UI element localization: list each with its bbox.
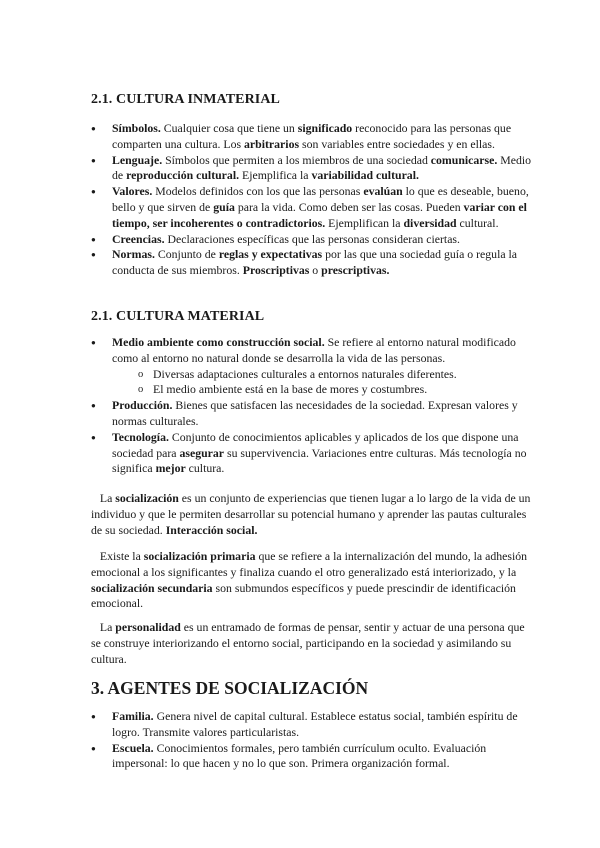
sub-list-medio-ambiente (112, 367, 533, 399)
list-item-normas: ● Normas. Conjunto de reglas y expectativas por las que una sociedad guía o regula la conducta de sus miembros. Proscriptivas o prescriptivas. (91, 247, 533, 279)
sub-list-item: o Diversas adaptaciones culturales a entornos naturales diferentes. (138, 367, 533, 383)
list-item-familia: ● Familia. Genera nivel de capital cultural. Establece estatus social, también espíritu de logro. Transmite valores particularistas. (91, 709, 533, 741)
list-item-simbolos: ● Símbolos. Cualquier cosa que tiene un significado reconocido para las personas que comparten una cultura. Los arbitrarios son variables entre sociedades y en ellas. (91, 121, 533, 153)
paragraph-personalidad: La personalidad es un entramado de formas de pensar, sentir y actuar de una persona que se construye interiorizando el entorno social, participando en la sociedad y asimilando su cultura. (91, 620, 525, 666)
list-item-medio-ambiente: ● Medio ambiente como construcción social. Se refiere al entorno natural modificado como al entorno no natural donde se desarrolla la vida de las personas. o Diversas adaptaciones culturales a entornos naturales diferentes. o El medio ambiente está en la base de mores y costumbres. (91, 335, 533, 398)
paragraph-socializacion: La socialización es un conjunto de experiencias que tienen lugar a lo largo de la vida de un individuo y que le permiten desarrollar su potencial humano y aprender las pautas culturales de su sociedad. Interacción social. (91, 491, 531, 537)
list-cultura-inmaterial (91, 121, 533, 279)
list-item-produccion: ● Producción. Bienes que satisfacen las necesidades de la sociedad. Expresan valores y normas culturales. (91, 398, 533, 430)
heading-cultura-inmaterial: 2.1. CULTURA INMATERIAL (91, 92, 280, 107)
paragraph-socializacion-primaria: Existe la socialización primaria que se refiere a la internalización del mundo, la adhesión emocional a los significantes y finaliza cuando el otro generalizado está interiorizado, y la socialización secundaria son submundos específicos y puede prescindir de identificación emocional. (91, 549, 528, 611)
list-item-valores: ● Valores. Modelos definidos con los que las personas evalúan lo que es deseable, bueno, bello y que sirven de guía para la vida. Como deben ser las cosas. Pueden variar con el tiempo, ser incoherentes o contradictorios. Ejemplifican la diversidad cultural. (91, 184, 533, 231)
list-item-creencias: ● Creencias. Declaraciones específicas que las personas consideran ciertas. (91, 232, 533, 248)
heading-cultura-material: 2.1. CULTURA MATERIAL (91, 309, 265, 324)
list-cultura-material (91, 335, 533, 477)
list-item-lenguaje: ● Lenguaje. Símbolos que permiten a los miembros de una sociedad comunicarse. Medio de reproducción cultural. Ejemplifica la variabilidad cultural. (91, 153, 533, 185)
list-agentes (91, 709, 533, 772)
heading-agentes-socializacion: 3. AGENTES DE SOCIALIZACIÓN (91, 678, 369, 698)
sub-list-item: o El medio ambiente está en la base de mores y costumbres. (138, 382, 533, 398)
list-item-escuela: ● Escuela. Conocimientos formales, pero también currículum oculto. Evaluación impersonal: lo que hacen y no lo que son. Primera organización formal. (91, 741, 533, 773)
list-item-tecnologia: ● Tecnología. Conjunto de conocimientos aplicables y aplicados de los que dispone una sociedad para asegurar su supervivencia. Variaciones entre culturas. Más tecnología no significa mejor cultura. (91, 430, 533, 477)
